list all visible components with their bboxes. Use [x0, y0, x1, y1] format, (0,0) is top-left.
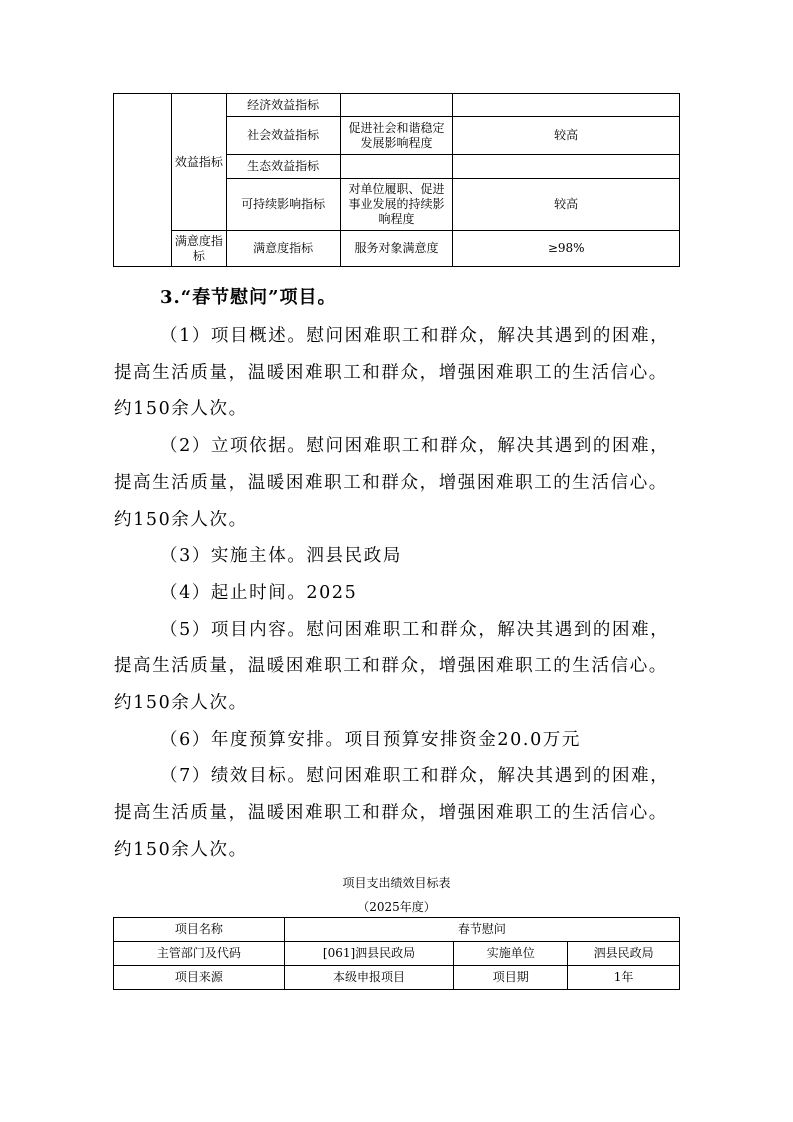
social-benefit-label: 社会效益指标 [226, 117, 340, 155]
performance-indicator-table [113, 93, 680, 267]
section-heading: 3.“春节慰问”项目。 [160, 287, 337, 308]
social-benefit-content: 促进社会和谐稳定发展影响程度 [340, 117, 453, 155]
paragraph-budget: （6）年度预算安排。项目预算安排资金20.0万元 [160, 729, 581, 750]
project-period-label: 项目期 [454, 966, 568, 990]
ecological-benefit-label: 生态效益指标 [226, 155, 340, 179]
project-source-value: 本级申报项目 [284, 966, 454, 990]
sustainable-impact-content: 对单位履职、促进事业发展的持续影响程度 [340, 179, 453, 231]
impl-unit-value: 泗县民政局 [568, 942, 680, 966]
satisfaction-indicator-content: 服务对象满意度 [340, 231, 453, 267]
economic-benefit-label: 经济效益指标 [226, 94, 340, 117]
paragraph-content: （5）项目内容。慰问困难职工和群众，解决其遇到的困难，提高生活质量，温暖困难职工和群众，增强困难职工的生活信心。约150余人次。 [114, 619, 670, 714]
economic-benefit-content [340, 94, 453, 117]
paragraph-period: （4）起止时间。2025 [160, 582, 358, 603]
project-period-value: 1年 [568, 966, 680, 990]
sustainable-impact-value: 较高 [453, 179, 680, 231]
paragraph-implementer: （3）实施主体。泗县民政局 [160, 546, 402, 567]
dept-value: [061]泗县民政局 [284, 942, 454, 966]
ecological-benefit-content [340, 155, 453, 179]
table-caption-year: （2025年度） [357, 900, 436, 914]
table-left-cell [114, 94, 172, 267]
table-caption-title: 项目支出绩效目标表 [342, 876, 451, 890]
sustainable-impact-label: 可持续影响指标 [226, 179, 340, 231]
ecological-benefit-value [453, 155, 680, 179]
body-text [114, 318, 680, 869]
paragraph-overview: （1）项目概述。慰问困难职工和群众，解决其遇到的困难，提高生活质量，温暖困难职工和群众，增强困难职工的生活信心。约150余人次。 [114, 326, 670, 420]
impl-unit-label: 实施单位 [454, 942, 568, 966]
satisfaction-indicator-group: 满意度指标 [171, 231, 226, 267]
satisfaction-indicator-value: ≥98% [453, 231, 680, 267]
benefit-indicator-group: 效益指标 [171, 94, 226, 231]
dept-label: 主管部门及代码 [114, 942, 285, 966]
project-name-value: 春节慰问 [284, 918, 679, 942]
satisfaction-indicator-label: 满意度指标 [226, 231, 340, 267]
paragraph-basis: （2）立项依据。慰问困难职工和群众，解决其遇到的困难，提高生活质量，温暖困难职工和群众，增强困难职工的生活信心。约150余人次。 [114, 436, 670, 530]
project-name-label: 项目名称 [114, 918, 285, 942]
paragraph-goal: （7）绩效目标。慰问困难职工和群众，解决其遇到的困难，提高生活质量，温暖困难职工和群众，增强困难职工的生活信心。约150余人次。 [114, 766, 670, 860]
social-benefit-value: 较高 [453, 117, 680, 155]
economic-benefit-value [453, 94, 680, 117]
project-source-label: 项目来源 [114, 966, 285, 990]
project-info-table [113, 917, 680, 990]
